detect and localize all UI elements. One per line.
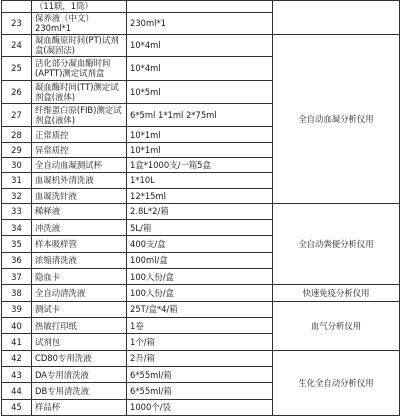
- item-spec: 2.8L*2/箱: [127, 203, 273, 219]
- device-group-blood-gas: 血气分析仪用: [273, 301, 400, 350]
- item-name: 测试卡: [32, 301, 127, 317]
- item-spec: 10*1ml: [127, 142, 273, 157]
- item-name: 样本吸样管: [32, 236, 127, 252]
- row-number: 23: [2, 13, 32, 34]
- row-number: 29: [2, 142, 32, 157]
- row-number: 25: [2, 57, 32, 80]
- table-row: [2, 1, 400, 13]
- item-name: 血凝洗针液: [32, 188, 127, 203]
- row-number: 33: [2, 203, 32, 219]
- row-number: 39: [2, 301, 32, 317]
- item-spec: 2升/箱: [127, 350, 273, 366]
- device-group-fecal: 全自动粪便分析仪用: [273, 203, 400, 285]
- item-spec: 100人份/盒: [127, 269, 273, 285]
- item-name: DB专用清洗液: [32, 383, 127, 399]
- row-number: 45: [2, 399, 32, 415]
- item-name: 隐血卡: [32, 269, 127, 285]
- item-name: 纤维蛋白原(FIB)测定试剂盒(液体): [32, 103, 127, 126]
- row-number: 34: [2, 220, 32, 236]
- row-number: 40: [2, 317, 32, 333]
- table-row: [2, 285, 400, 301]
- row-number: 27: [2, 103, 32, 126]
- consumables-table: [1, 0, 400, 416]
- row-number: 37: [2, 269, 32, 285]
- item-spec: 10*1ml: [127, 127, 273, 142]
- table-row: [2, 350, 400, 366]
- item-spec: 1*10L: [127, 173, 273, 188]
- item-name: 血凝机外清洗液: [32, 173, 127, 188]
- item-spec: 400支/盒: [127, 236, 273, 252]
- row-number: 42: [2, 350, 32, 366]
- item-spec: 12*15ml: [127, 188, 273, 203]
- item-name: 凝血酶时间(TT)测定试剂盒(液体): [32, 80, 127, 103]
- item-spec: 1卷: [127, 317, 273, 333]
- device-group-biochem: 生化全自动分析仪用: [273, 350, 400, 415]
- item-spec: 1000个/袋: [127, 399, 273, 415]
- row-number: 28: [2, 127, 32, 142]
- item-spec: [127, 1, 273, 13]
- item-spec: 10*4ml: [127, 57, 273, 80]
- item-spec: 10*4ml: [127, 34, 273, 56]
- item-name: 异常质控: [32, 142, 127, 157]
- item-spec: 100人份/盒: [127, 285, 273, 301]
- item-name: 试剂包: [32, 334, 127, 350]
- item-name: 浓缩清洗液: [32, 252, 127, 268]
- table-row: [2, 301, 400, 317]
- item-spec: 1个/箱: [127, 334, 273, 350]
- item-spec: 6*55ml/箱: [127, 383, 273, 399]
- item-name: 热敏打印纸: [32, 317, 127, 333]
- row-number: 43: [2, 366, 32, 382]
- item-name: 活化部分凝血酶时间(APTT)测定试剂盒: [32, 57, 127, 80]
- item-name: 全自动清洗液: [32, 285, 127, 301]
- device-group-top: [273, 1, 400, 35]
- item-spec: 100ml/盒: [127, 252, 273, 268]
- item-spec: 6*55ml/箱: [127, 366, 273, 382]
- item-spec: 230ml*1: [127, 13, 273, 34]
- item-name: 冲洗液: [32, 220, 127, 236]
- table-row: [2, 203, 400, 219]
- item-spec: 10*5ml: [127, 80, 273, 103]
- table-row: [2, 34, 400, 56]
- item-name: 全自动血凝测试杯: [32, 157, 127, 172]
- item-spec: 25T/盒*4/箱: [127, 301, 273, 317]
- item-name: 样品杯: [32, 399, 127, 415]
- item-spec: 5L/箱: [127, 220, 273, 236]
- item-name: 正常质控: [32, 127, 127, 142]
- row-number: 36: [2, 252, 32, 268]
- item-spec: 6*5ml 1*1ml 2*75ml: [127, 103, 273, 126]
- item-spec: 1盒*1000支/一箱5盒: [127, 157, 273, 172]
- item-name: （11联，1筒）: [32, 1, 127, 13]
- row-number: 44: [2, 383, 32, 399]
- row-number: 30: [2, 157, 32, 172]
- row-number: 24: [2, 34, 32, 56]
- item-name: 稀释液: [32, 203, 127, 219]
- row-number: 31: [2, 173, 32, 188]
- device-group-immuno: 快速免疫分析仪用: [273, 285, 400, 301]
- item-name: 保养液（中文）230ml*1: [32, 13, 127, 34]
- item-name: CD80专用洗液: [32, 350, 127, 366]
- row-number: [2, 1, 32, 13]
- item-name: DA专用清洗液: [32, 366, 127, 382]
- row-number: 38: [2, 285, 32, 301]
- device-group-coagulation: 全自动血凝分析仪用: [273, 34, 400, 203]
- row-number: 32: [2, 188, 32, 203]
- row-number: 35: [2, 236, 32, 252]
- row-number: 26: [2, 80, 32, 103]
- item-name: 凝血酶原时间(PT)试剂盒(凝固法): [32, 34, 127, 56]
- row-number: 41: [2, 334, 32, 350]
